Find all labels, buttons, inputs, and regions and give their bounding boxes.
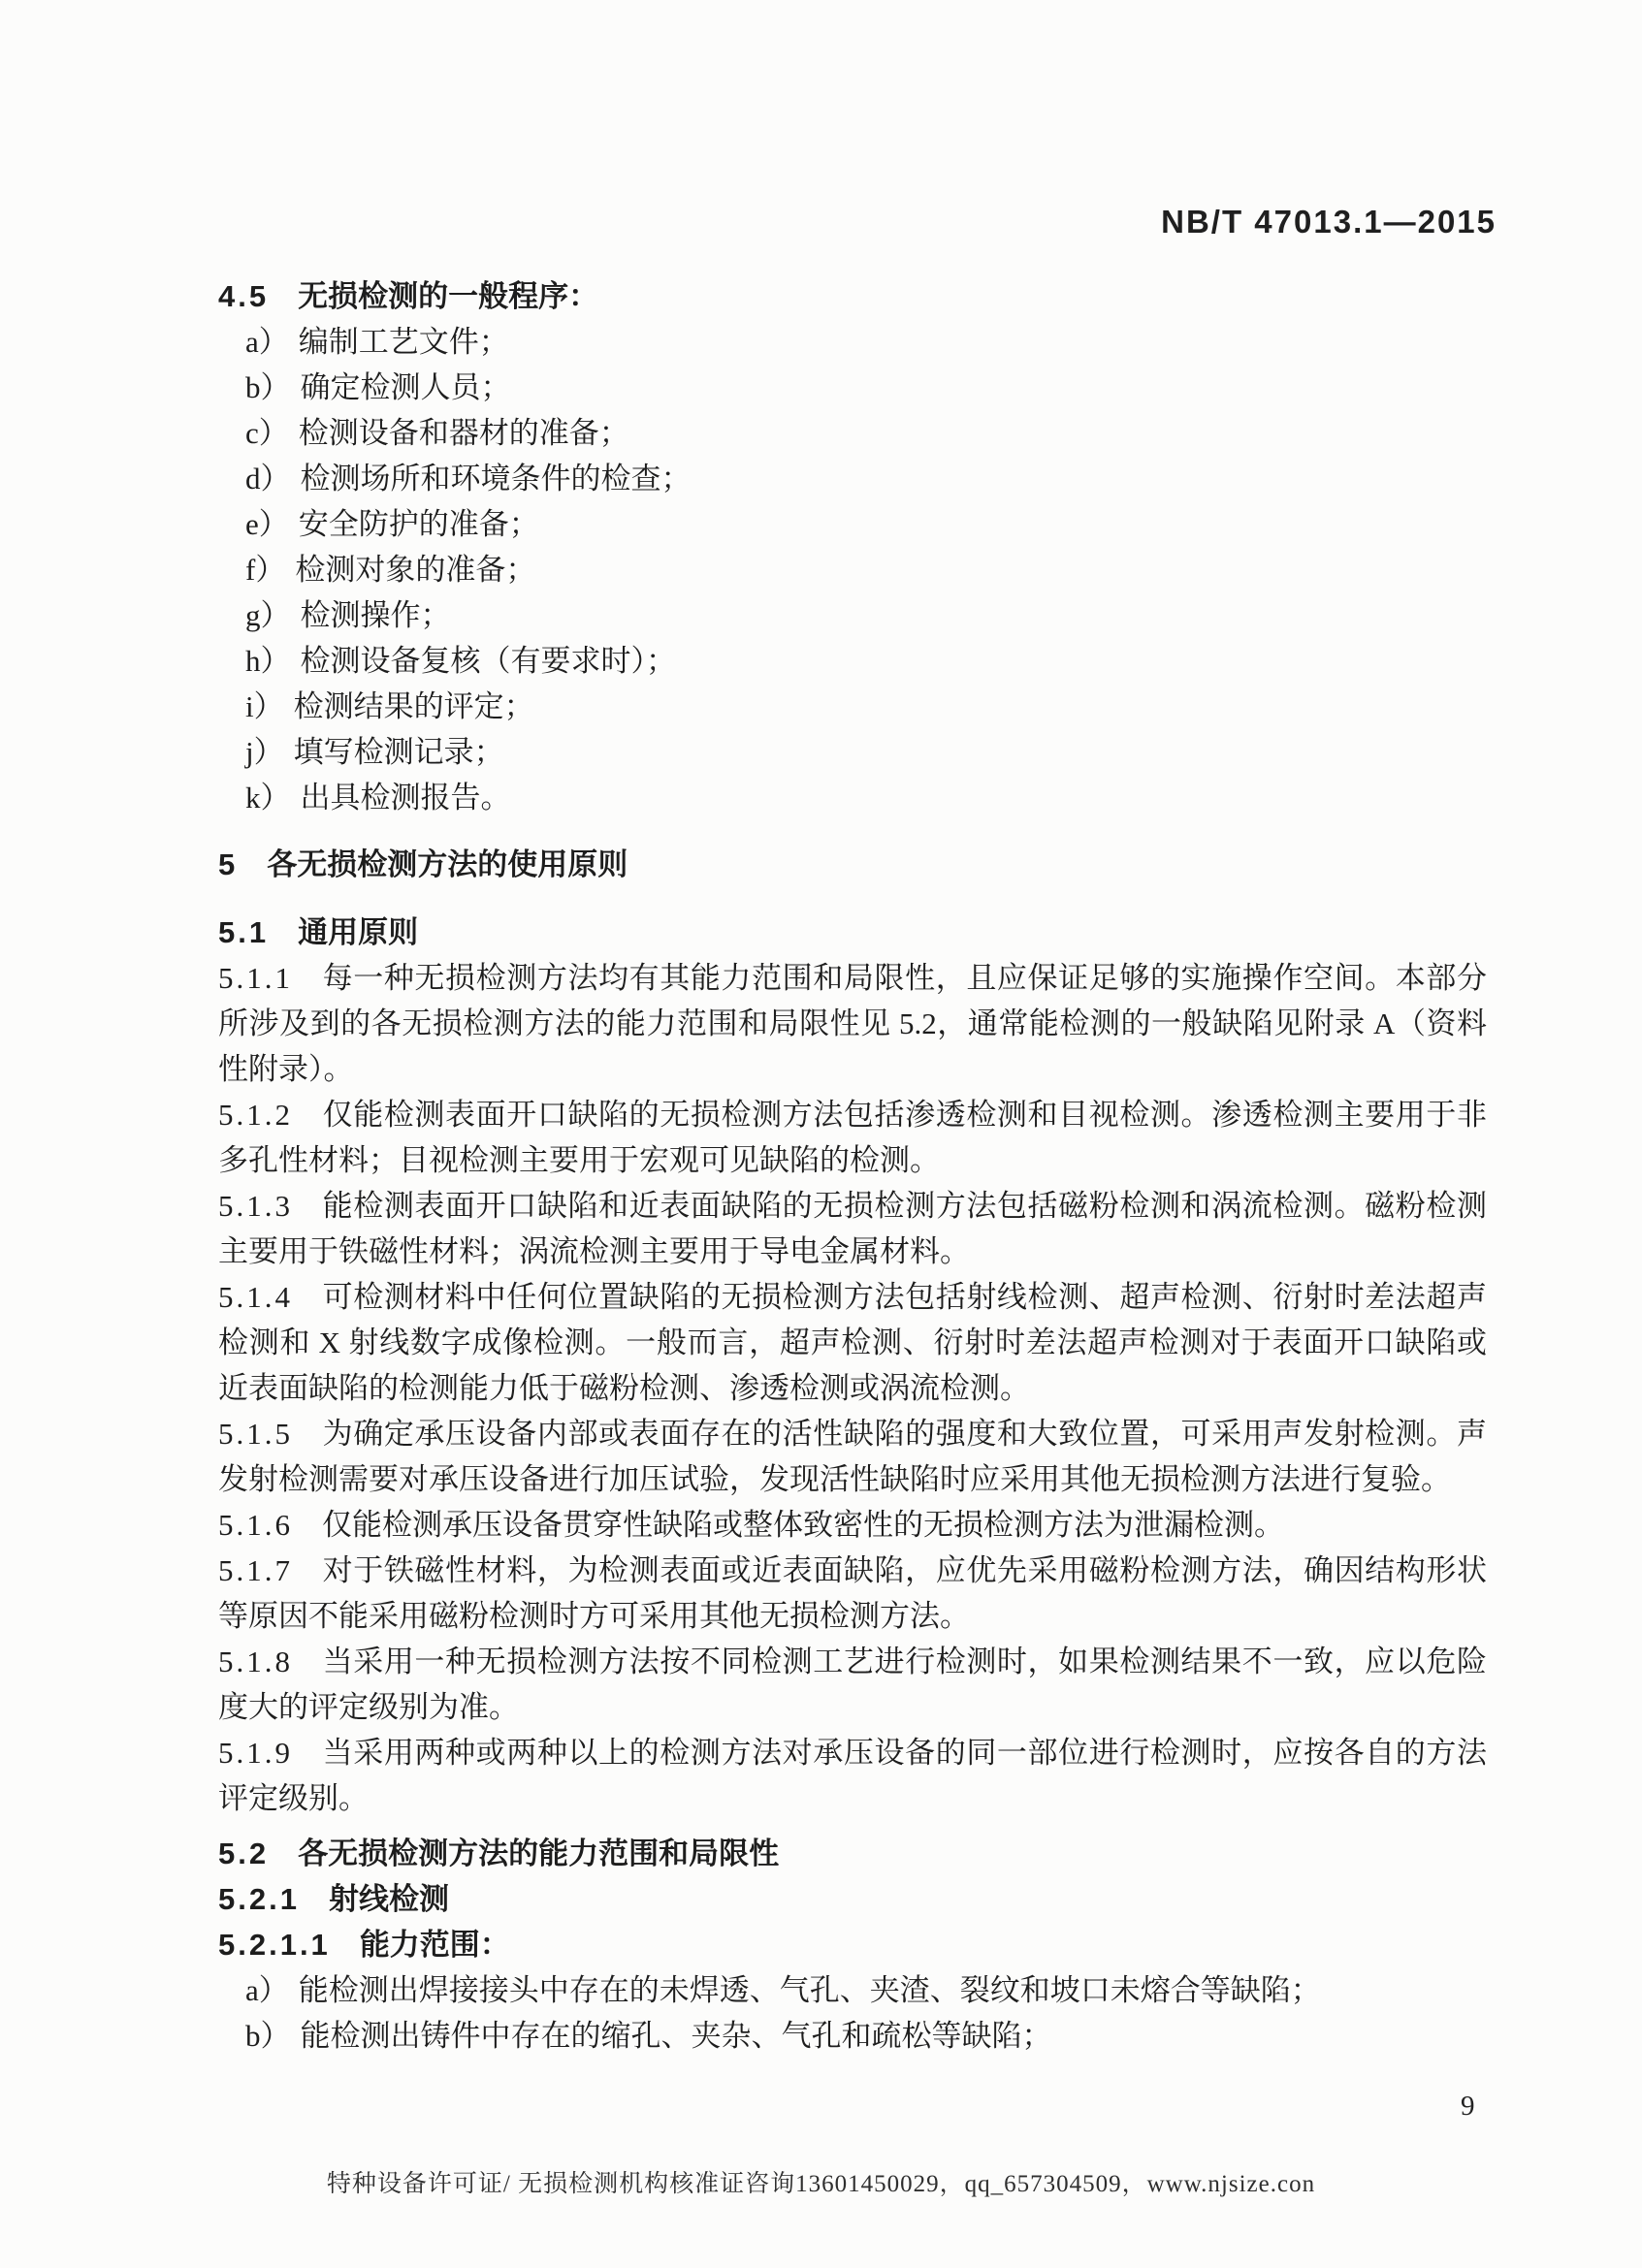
list-text: 能检测出焊接接头中存在的未焊透、气孔、夹渣、裂纹和坡口未熔合等缺陷； (298, 1973, 1321, 2007)
section-number: 5.1 (218, 915, 270, 949)
list-label: d） (245, 462, 291, 495)
list-text: 出具检测报告。 (300, 781, 511, 815)
list-label: h） (245, 644, 291, 678)
list-text: 确定检测人员； (300, 370, 511, 404)
standard-number-header: NB/T 47013.1—2015 (1161, 204, 1497, 240)
list-label: b） (245, 370, 291, 404)
list-text: 检测操作； (300, 598, 451, 632)
list-label: k） (245, 781, 291, 815)
paragraph-5-1-5 (218, 1411, 1487, 1502)
paragraph-text: 能检测表面开口缺陷和近表面缺陷的无损检测方法包括磁粉检测和涡流检测。磁粉检测主要用于铁磁性材料；涡流检测主要用于导电金属材料。 (218, 1189, 1487, 1268)
list-text: 检测结果的评定； (293, 689, 534, 723)
section-heading-4-5 (218, 273, 1487, 319)
list-text: 检测设备复核（有要求时）； (300, 644, 676, 678)
list-label: a） (245, 325, 289, 359)
paragraph-5-1-9 (218, 1730, 1487, 1821)
section-number: 5.1.4 (218, 1280, 293, 1314)
list-text: 编制工艺文件； (298, 325, 509, 359)
list-label: f） (245, 553, 286, 587)
list-item-g (218, 592, 1487, 638)
list-label: e） (245, 507, 289, 541)
paragraph-5-1-6 (218, 1502, 1487, 1548)
section-number: 5.1.6 (218, 1508, 293, 1542)
paragraph-text: 仅能检测承压设备贯穿性缺陷或整体致密性的无损检测方法为泄漏检测。 (322, 1508, 1284, 1542)
document-body (218, 273, 1487, 2059)
list-label: i） (245, 689, 284, 723)
section-number: 5.1.2 (218, 1098, 293, 1132)
paragraph-5-1-7 (218, 1548, 1487, 1639)
list-text: 填写检测记录； (293, 735, 504, 769)
section-title: 各无损检测方法的使用原则 (267, 847, 628, 881)
section-heading-5-1 (218, 910, 1487, 955)
section-title: 能力范围： (359, 1928, 510, 1962)
list-label: a） (245, 1973, 289, 2007)
page-number: 9 (1461, 2091, 1475, 2122)
section-number: 5.1.8 (218, 1645, 293, 1678)
section-number: 5.1.3 (218, 1189, 293, 1223)
list-label: b） (245, 2019, 291, 2053)
paragraph-5-1-4 (218, 1274, 1487, 1411)
section-number: 5.1.1 (218, 961, 293, 995)
paragraph-text: 仅能检测表面开口缺陷的无损检测方法包括渗透检测和目视检测。渗透检测主要用于非多孔性材料；目视检测主要用于宏观可见缺陷的检测。 (218, 1098, 1487, 1177)
list-item-k (218, 775, 1487, 820)
paragraph-text: 当采用两种或两种以上的检测方法对承压设备的同一部位进行检测时，应按各自的方法评定级别。 (218, 1736, 1487, 1815)
list-label: g） (245, 598, 291, 632)
section-heading-5-2-1 (218, 1876, 1487, 1922)
paragraph-5-1-3 (218, 1183, 1487, 1274)
paragraph-text: 对于铁磁性材料，为检测表面或近表面缺陷，应优先采用磁粉检测方法，确因结构形状等原因不能采用磁粉检测时方可采用其他无损检测方法。 (218, 1553, 1487, 1633)
list-label: j） (245, 735, 284, 769)
list-text: 检测设备和器材的准备； (298, 416, 629, 450)
section-number: 4.5 (218, 279, 270, 313)
list-item-b (218, 365, 1487, 410)
list-item-d (218, 456, 1487, 501)
list-item-j (218, 729, 1487, 775)
list-text: 检测场所和环境条件的检查； (300, 462, 692, 495)
section-heading-5-2 (218, 1831, 1487, 1876)
list-item-a (218, 319, 1487, 365)
section-number: 5.2.1 (218, 1882, 300, 1916)
section-title: 射线检测 (328, 1882, 449, 1916)
list-item-h (218, 638, 1487, 684)
list-label: c） (245, 416, 289, 450)
section-number: 5.1.5 (218, 1417, 293, 1451)
list-text: 检测对象的准备； (295, 553, 536, 587)
paragraph-text: 当采用一种无损检测方法按不同检测工艺进行检测时，如果检测结果不一致，应以危险度大的评定级别为准。 (218, 1645, 1487, 1724)
list-item-a2 (218, 1967, 1487, 2013)
list-item-c (218, 410, 1487, 456)
section-heading-5-2-1-1 (218, 1922, 1487, 1967)
section-number: 5 (218, 847, 239, 881)
section-number: 5.2 (218, 1837, 270, 1870)
list-item-b2 (218, 2013, 1487, 2059)
paragraph-text: 每一种无损检测方法均有其能力范围和局限性，且应保证足够的实施操作空间。本部分所涉及到的各无损检测方法的能力范围和局限性见 5.2，通常能检测的一般缺陷见附录 A（资料性附录）。 (218, 961, 1487, 1086)
section-number: 5.1.7 (218, 1553, 293, 1587)
section-number: 5.2.1.1 (218, 1928, 331, 1962)
paragraph-text: 为确定承压设备内部或表面存在的活性缺陷的强度和大致位置，可采用声发射检测。声发射检测需要对承压设备进行加压试验，发现活性缺陷时应采用其他无损检测方法进行复验。 (218, 1417, 1487, 1496)
section-heading-5 (218, 842, 1487, 887)
list-text: 能检测出铸件中存在的缩孔、夹杂、气孔和疏松等缺陷； (300, 2019, 1052, 2053)
list-text: 安全防护的准备； (298, 507, 539, 541)
list-item-e (218, 501, 1487, 547)
paragraph-5-1-8 (218, 1639, 1487, 1730)
footer-watermark-text: 特种设备许可证/ 无损检测机构核准证咨询13601450029，qq_657304509，www.njsize.con (326, 2171, 1316, 2197)
section-title: 通用原则 (298, 915, 419, 949)
section-number: 5.1.9 (218, 1736, 293, 1770)
list-item-i (218, 684, 1487, 729)
section-title: 无损检测的一般程序： (298, 279, 599, 313)
section-title: 各无损检测方法的能力范围和局限性 (298, 1837, 780, 1870)
paragraph-5-1-2 (218, 1092, 1487, 1183)
paragraph-text: 可检测材料中任何位置缺陷的无损检测方法包括射线检测、超声检测、衍射时差法超声检测和 X 射线数字成像检测。一般而言，超声检测、衍射时差法超声检测对于表面开口缺陷或近表面缺陷的检测能力低于磁粉检测、渗透检测或涡流检测。 (218, 1280, 1487, 1405)
list-item-f (218, 547, 1487, 592)
paragraph-5-1-1 (218, 955, 1487, 1092)
